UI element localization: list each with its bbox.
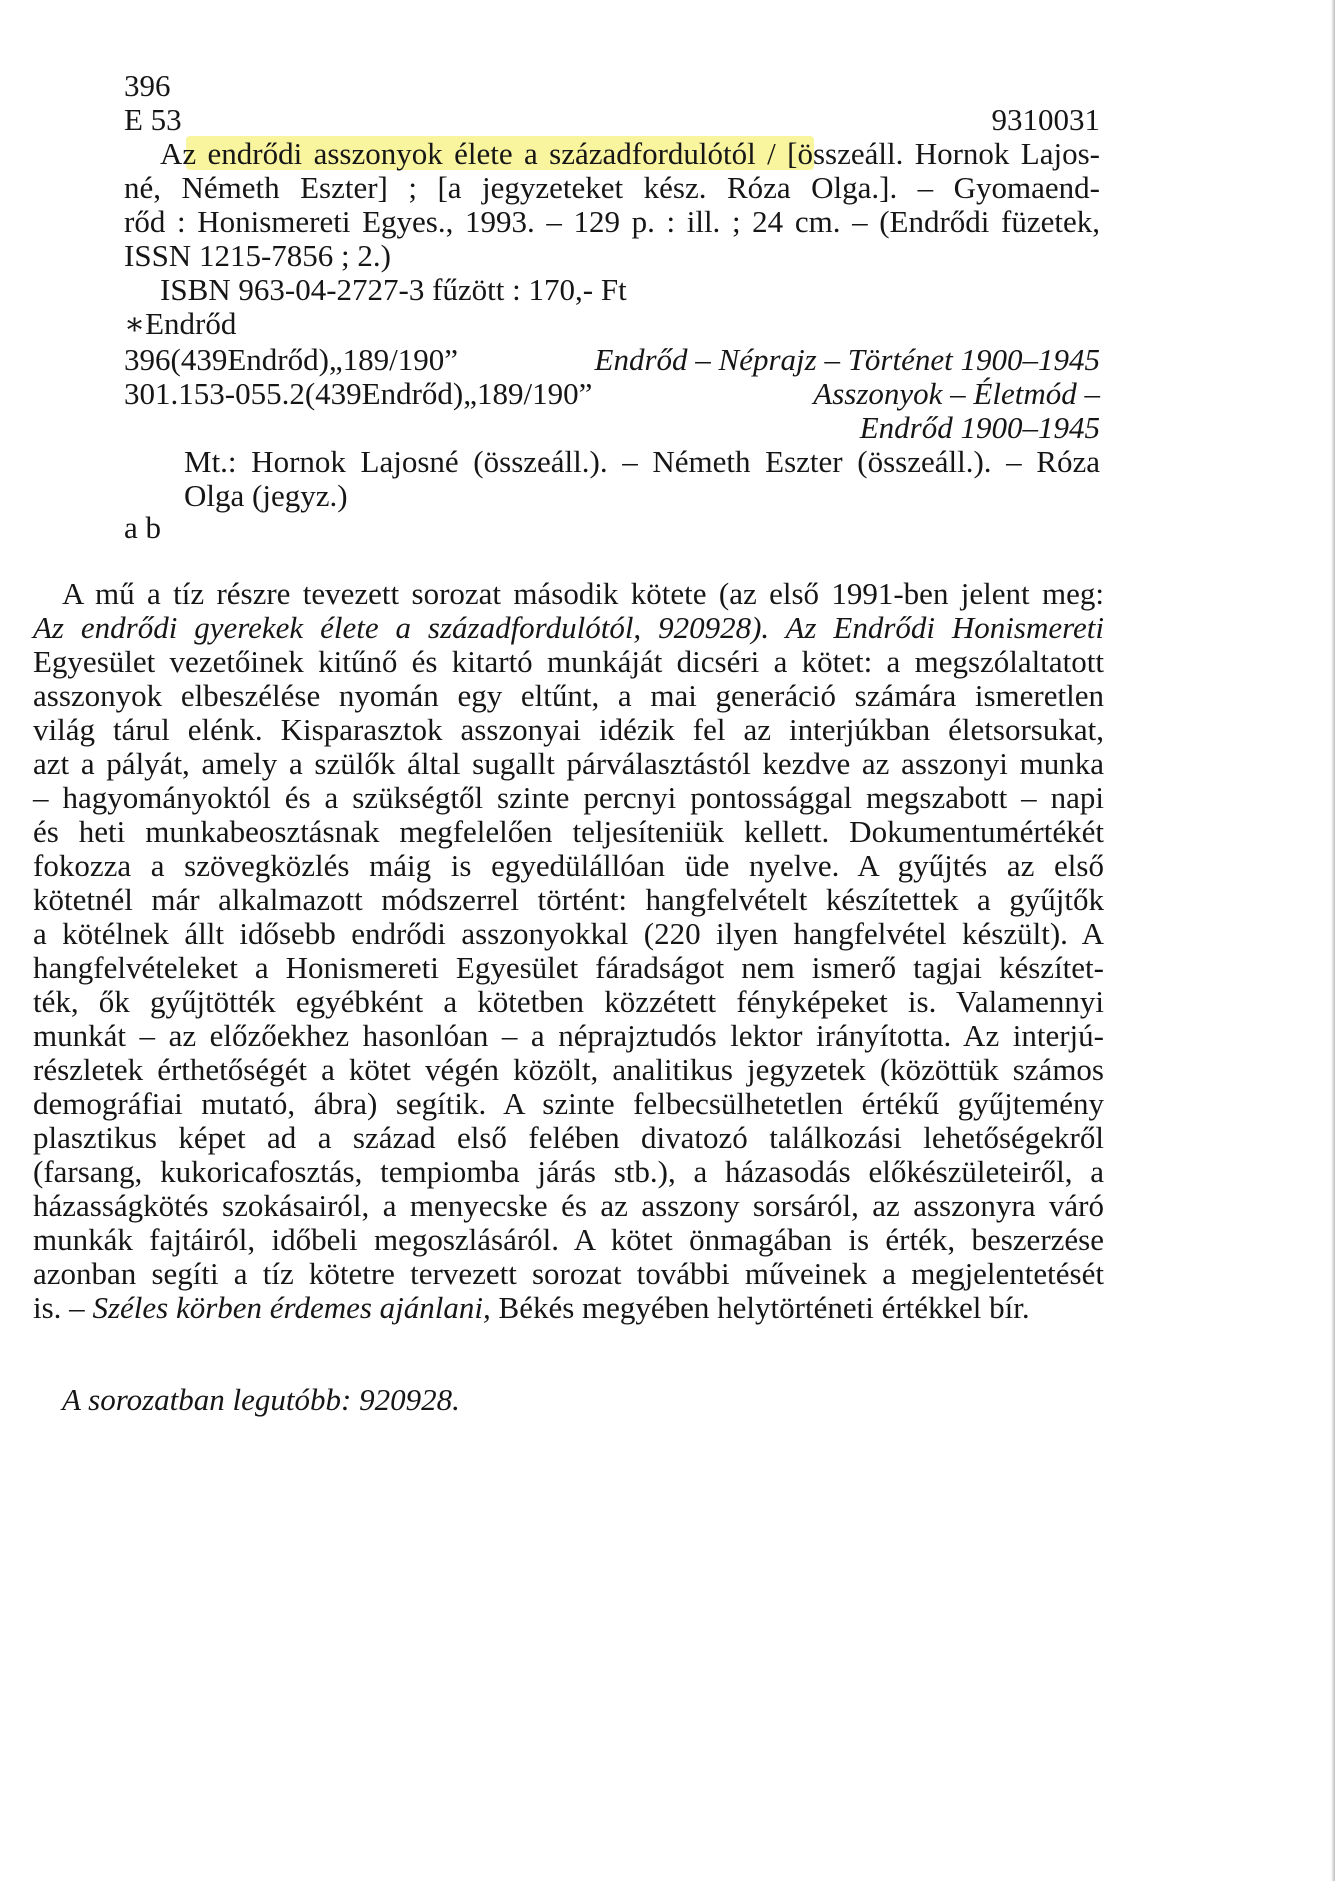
review-line: a kötélnek állt idősebb endrődi asszonyokkal (220 ilyen hangfelvétel készült). A [33, 916, 1104, 951]
contributors-line: Mt.: Hornok Lajosné (összeáll.). – Németh Eszter (összeáll.). – Róza [184, 444, 1100, 479]
contributors-line: Olga (jegyz.) [184, 478, 348, 513]
review-line: – hagyományoktól és a szükségtől szinte percnyi pontossággal megszabott – napi [33, 780, 1104, 815]
review-line: és heti munkabeosztásnak megfelelően teljesíteniük kellett. Dokumentumértékét [33, 814, 1104, 849]
review-line: házasságkötés szokásairól, a menyecske és az asszony sorsáról, az asszonyra váró [33, 1188, 1104, 1223]
review-line: Egyesület vezetőinek kitűnő és kitartó munkáját dicséri a kötet: a megszólaltatott [33, 644, 1104, 679]
audience-code: a b [124, 510, 162, 545]
isbn-line: ISBN 963-04-2727-3 fűzött : 170,- Ft [160, 272, 627, 307]
record-number: 9310031 [991, 102, 1100, 137]
review-line: munkák fajtáiról, időbeli megoszlásáról. A kötet önmagában is érték, beszerzése [33, 1222, 1104, 1257]
class-code: 396(439Endrőd)„189/190” [124, 342, 459, 377]
review-line: részletek érthetőségét a kötet végén közölt, analitikus jegyzetek (közöttük számos [33, 1052, 1104, 1087]
description-line: ISSN 1215-7856 ; 2.) [124, 238, 391, 273]
class-subject: Asszonyok – Életmód – [813, 376, 1100, 411]
review-last-suffix: Békés megyében helytörténeti értékkel bír. [490, 1290, 1030, 1325]
class-code: 301.153-055.2(439Endrőd)„189/190” [124, 376, 593, 411]
review-line: asszonyok elbeszélése nyomán egy eltűnt, a mai generáció számára ismeretlen [33, 678, 1104, 713]
review-line: A mű a tíz részre tevezett sorozat második kötete (az első 1991-ben jelent meg: [62, 576, 1104, 611]
series-note: A sorozatban legutóbb: 920928. [62, 1382, 460, 1417]
description-line: né, Németh Eszter] ; [a jegyzeteket kész. Róza Olga.]. – Gyomaend- [124, 170, 1100, 205]
recommendation: Széles körben érdemes ajánlani, [92, 1290, 491, 1325]
review-line: ték, ők gyűjtötték egyébként a kötetben közzétett fényképeket is. Valamennyi [33, 984, 1104, 1019]
review-line: azonban segíti a tíz kötetre tervezett sorozat további műveinek a megjelentetését [33, 1256, 1104, 1291]
review-last-prefix: is. – [33, 1290, 93, 1325]
review-line: hangfelvételeket a Honismereti Egyesület fáradságot nem ismerő tagjai készítet- [33, 950, 1104, 985]
entry-code: E 53 [124, 102, 182, 137]
review-line: munkát – az előzőekhez hasonlóan – a néprajztudós lektor irányította. Az interjú- [33, 1018, 1104, 1053]
scan-edge [1331, 0, 1335, 1881]
location-heading: ∗Endrőd [124, 306, 237, 341]
class-subject: Endrőd 1900–1945 [859, 410, 1100, 445]
review-line: világ tárul elénk. Kisparasztok asszonyai idézik fel az interjúkban életsorsukat, [33, 712, 1104, 747]
review-line: demográfiai mutató, ábra) segítik. A szinte felbecsülhetetlen értékű gyűjtemény [33, 1086, 1104, 1121]
review-line: fokozza a szövegközlés máig is egyedülállóan üde nyelve. A gyűjtés az első [33, 848, 1104, 883]
description-line: rőd : Honismereti Egyes., 1993. – 129 p. : ill. ; 24 cm. – (Endrődi füzetek, [124, 204, 1100, 239]
review-line: kötetnél már alkalmazott módszerrel történt: hangfelvételt készítettek a gyűjtők [33, 882, 1104, 917]
class-subject: Endrőd – Néprajz – Történet 1900–1945 [594, 342, 1100, 377]
review-line: plasztikus képet ad a század első felében divatozó találkozási lehetőségekről [33, 1120, 1104, 1155]
review-line: Az endrődi gyerekek élete a századfordulótól, 920928). Az Endrődi Honismereti [33, 610, 1104, 645]
page-number: 396 [124, 68, 171, 103]
review-line: (farsang, kukoricafosztás, tempiomba járás stb.), a házasodás előkészületeiről, a [33, 1154, 1104, 1189]
description-line: Az endrődi asszonyok élete a századfordulótól / [összeáll. Hornok Lajos- [160, 136, 1100, 171]
review-line: azt a pályát, amely a szülők által sugallt párválasztástól kezdve az asszonyi munka [33, 746, 1104, 781]
review-last-line [33, 1288, 1030, 1328]
